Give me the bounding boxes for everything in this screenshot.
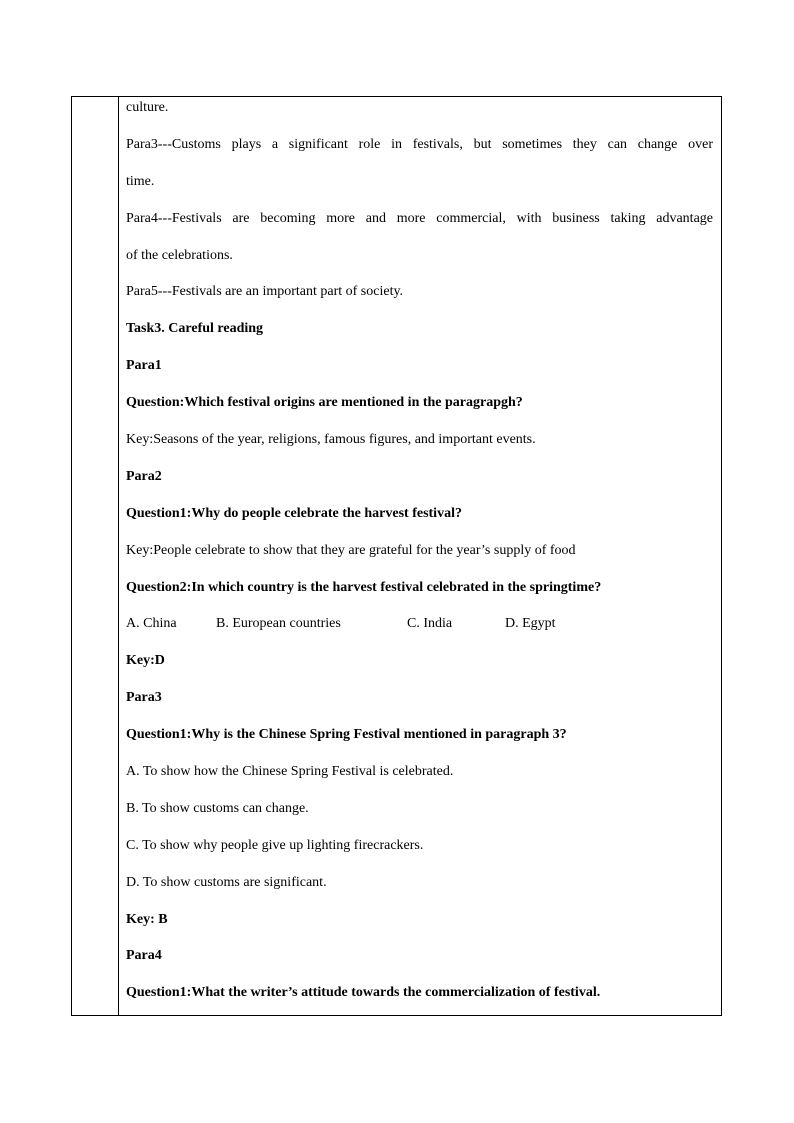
task-heading: Task3. Careful reading [126, 321, 264, 337]
text-line: of the celebrations. [126, 247, 233, 263]
cell-content [126, 97, 713, 1019]
para3-summary: Para3---Customs plays a significant role in festivals, but sometimes they can change over [126, 136, 713, 152]
column-divider [118, 97, 119, 1015]
para5-summary: Para5---Festivals are an important part of society. [126, 284, 404, 300]
option-line: A. To show how the Chinese Spring Festival is celebrated. [126, 764, 454, 780]
option-c: C. India [407, 616, 453, 632]
option-b: B. European countries [216, 616, 341, 632]
question: Question:Which festival origins are mentioned in the paragrapgh? [126, 395, 523, 411]
question: Question1:Why is the Chinese Spring Festival mentioned in paragraph 3? [126, 727, 567, 743]
option-line: B. To show customs can change. [126, 800, 309, 816]
text-line: culture. [126, 100, 169, 115]
option-line: C. To show why people give up lighting firecrackers. [126, 837, 424, 853]
option-d: D. Egypt [505, 616, 556, 632]
para-heading: Para1 [126, 358, 162, 374]
para-heading: Para4 [126, 948, 162, 964]
answer-key: Key:Seasons of the year, religions, famous figures, and important events. [126, 432, 536, 448]
question: Question1:What the writer’s attitude towards the commercialization of festival. [126, 985, 601, 1001]
answer-key: Key: B [126, 911, 168, 927]
option-line: D. To show customs are significant. [126, 874, 327, 890]
options-row [126, 613, 713, 650]
answer-key: Key:D [126, 653, 165, 669]
option-a: A. China [126, 616, 177, 632]
question: Question1:Why do people celebrate the harvest festival? [126, 505, 462, 521]
question: Question2:In which country is the harvest festival celebrated in the springtime? [126, 579, 602, 595]
para-heading: Para3 [126, 690, 162, 706]
text-line: time. [126, 173, 155, 189]
para-heading: Para2 [126, 468, 162, 484]
answer-key: Key:People celebrate to show that they are grateful for the year’s supply of food [126, 542, 576, 558]
content-table [71, 96, 722, 1016]
para4-summary: Para4---Festivals are becoming more and more commercial, with business taking advantage [126, 210, 713, 226]
